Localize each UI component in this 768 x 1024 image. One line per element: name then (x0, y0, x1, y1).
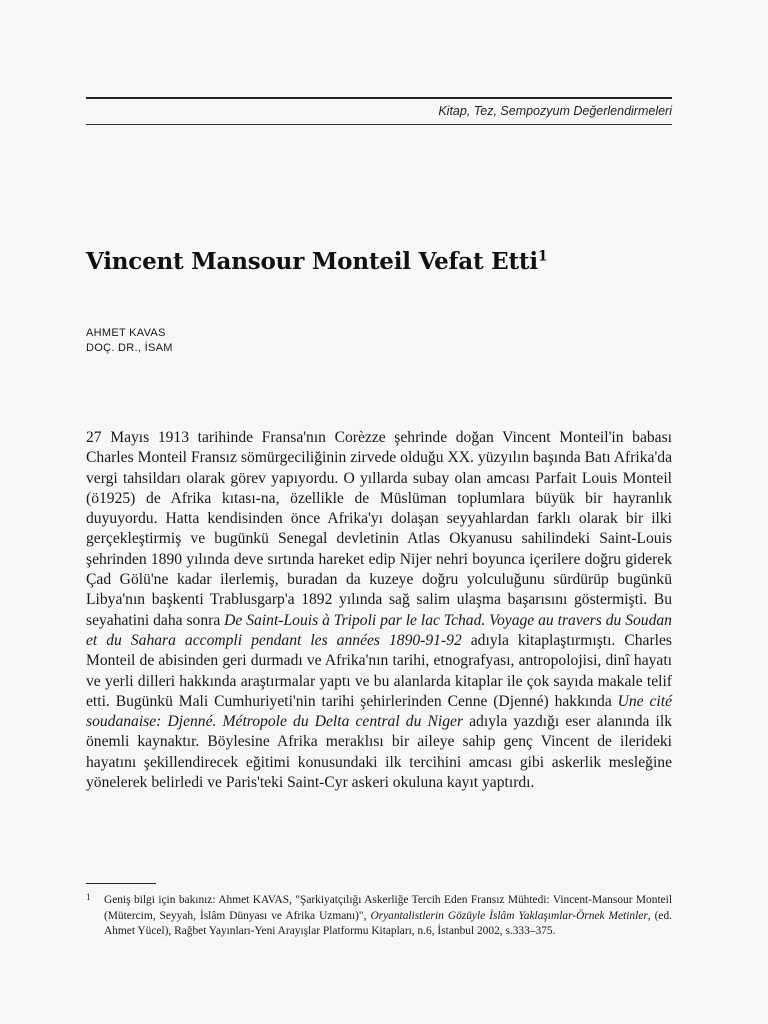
footnote-text-after: , (ed. Ahmet Yücel), Rağbet Yayınları-Yeni Arayışlar Platformu Kitapları, n.6, İstanbul 2002, s.333–375. (104, 909, 673, 937)
article-title (86, 248, 686, 275)
body-text-part-2: adıyla kitaplaştırmıştı. Charles Monteil de abisinden geri durmadı ve Afrika'nın tarihi, etnografyası, antropolojisi, dinî hayatı ve yerli dilleri hakkında araştırmalar yaptı ve bu alanlarda kitaplar ile çok sayıda makale telif etti. Bugünkü Mali Cumhuriyeti'nin tarihi şehirlerinden Cenne (Djenné) hakkında (86, 631, 672, 710)
footnote-body (104, 893, 672, 940)
book-title-djenne: Une cité soudanaise: Djenné. Métropole du Delta central du Niger (86, 692, 672, 731)
article-title-text: Vincent Mansour Monteil Vefat Etti (86, 248, 538, 275)
author-block (86, 326, 173, 356)
footnote-rule (86, 883, 156, 884)
author-affiliation: DOÇ. DR., İSAM (86, 342, 173, 354)
article-body-paragraph (86, 428, 672, 793)
running-head: Kitap, Tez, Sempozyum Değerlendirmeleri (438, 104, 672, 118)
footnote-mark: 1 (86, 892, 91, 902)
footnote (86, 893, 672, 940)
header-top-rule (86, 97, 672, 99)
body-text-part-1: 27 Mayıs 1913 tarihinde Fransa'nın Corèzze şehrinde doğan Vincent Monteil'in babası Charles Monteil Fransız sömürgeciliğinin zirvede olduğu XX. yüzyılın başında Batı Afrika'da vergi tahsildarı olarak görev yapıyordu. O yıllarda subay olan amcası Parfait Louis Monteil (ö1925) de Afrika kıtası-na, özellikle de Müslüman toplumlara büyük bir hayranlık duyuyordu. Hatta kendisinden önce Afrika'yı dolaşan seyyahlardan farklı olarak bir ilki gerçekleştirmiş ve bugünkü Senegal devletinin Atlas Okyanusu sahilindeki Saint-Louis şehrinden 1890 yılında deve sırtında hareket edip Nijer nehri boyunca içerilere doğru giderek Çad Gölü'ne kadar ilerlemiş, buradan da kuzeye doğru yolculuğunu sürdürüp bugünkü Libya'nın başkenti Trablusgarp'a 1892 yılında sağ salim ulaşma başarısını göstermişti. Bu seyahatini daha sonra (86, 429, 672, 629)
title-footnote-ref[interactable]: 1 (537, 248, 548, 265)
header-bottom-rule (86, 124, 672, 125)
book-title-de-saint-louis: De Saint-Louis à Tripoli par le lac Tchad. Voyage au travers du Soudan et du Sahara accompli pendant les années 1890-91-92 (86, 611, 672, 649)
author-name: AHMET KAVAS (86, 327, 166, 339)
footnote-book-title: Oryantalistlerin Gözüyle İslâm Yaklaşımlar-Örnek Metinler (370, 909, 648, 922)
footnote-text-before: Geniş bilgi için bakınız: Ahmet KAVAS, "Şarkiyatçılığı Askerliğe Tercih Eden Fransız Mühtedi: Vincent-Mansour Monteil (Mütercim, Seyyah, İslâm Dünyası ve Afrika Uzmanı)", (104, 894, 672, 922)
body-text-part-3: adıyla yazdığı eser alanında ilk önemli kaynaktır. Böylesine Afrika meraklısı bir aileye sahip genç Vincent de ilerideki hayatını şekillendirecek eğitimi konusundaki ilk tercihini amcası gibi askerlik mesleğine yönelerek belirledi ve Paris'teki Saint-Cyr askeri okuluna kayıt yaptırdı. (86, 713, 672, 792)
